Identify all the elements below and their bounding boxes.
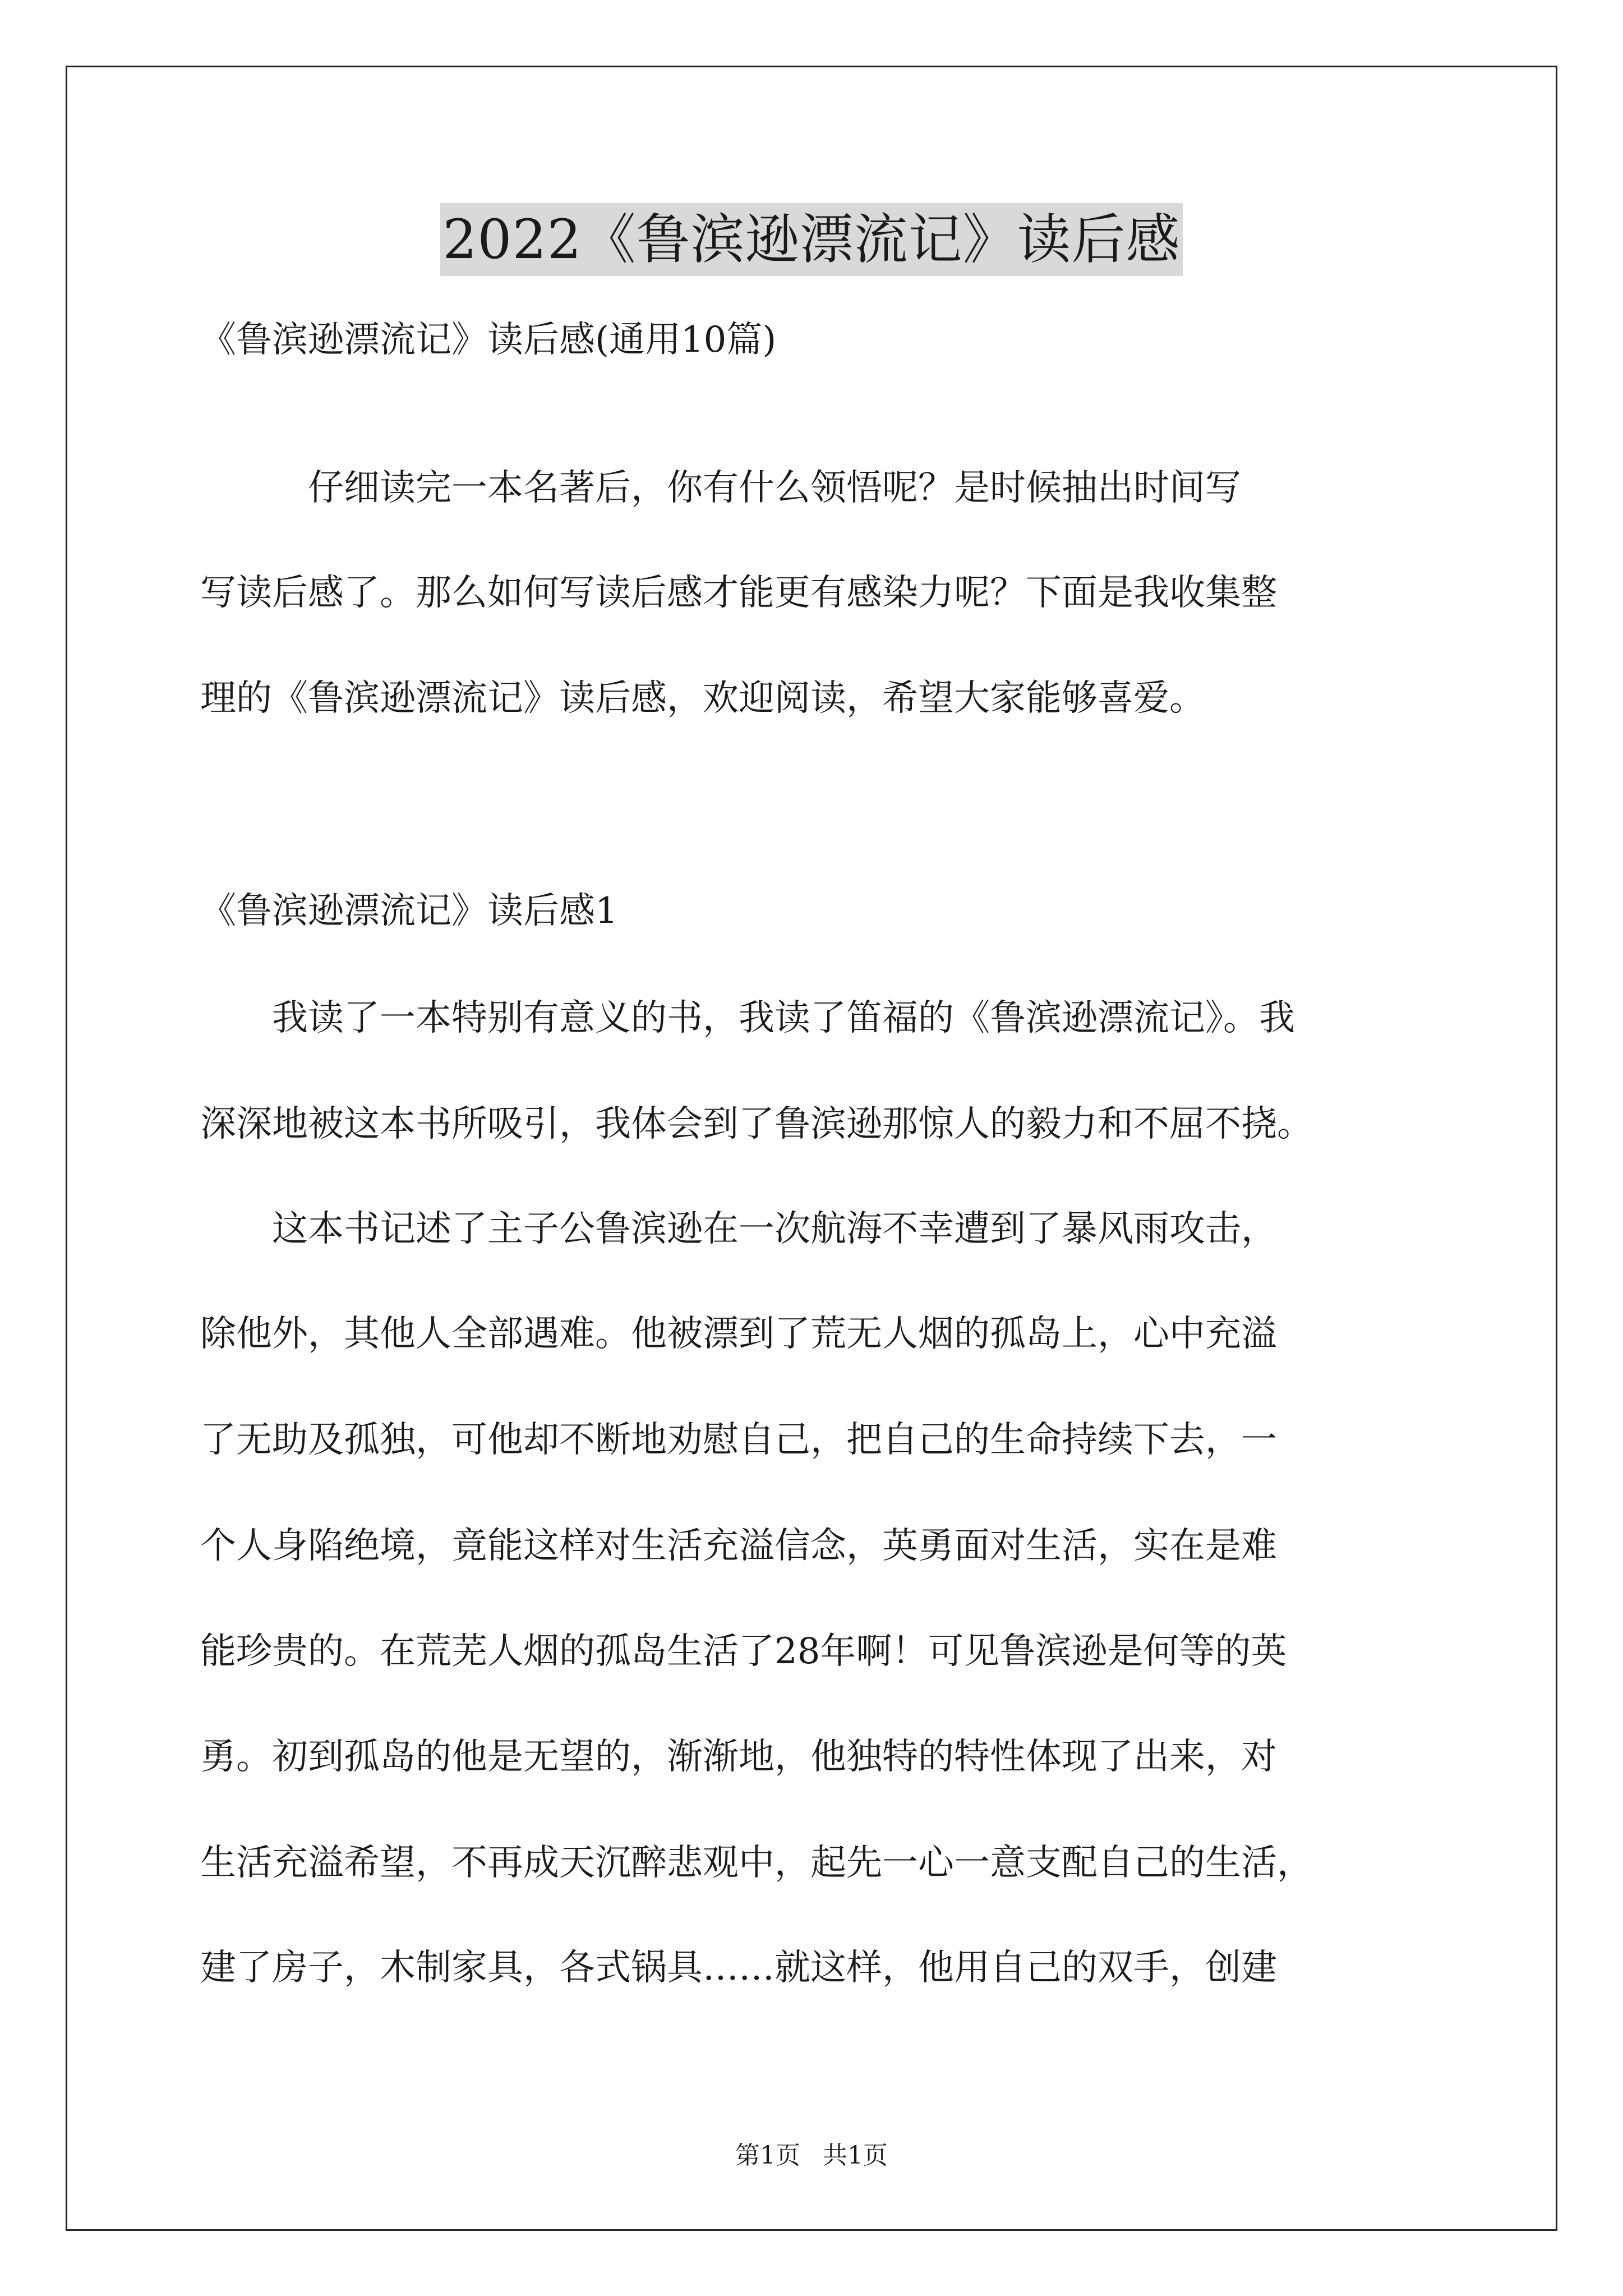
body-line-3: 这本书记述了主子公鲁滨逊在一次航海不幸遭到了暴风雨攻击， — [200, 1208, 1277, 1250]
body-line-5: 了无助及孤独，可他却不断地劝慰自己，把自己的生命持续下去，一 — [200, 1419, 1277, 1461]
intro-line-2: 写读后感了。那么如何写读后感才能更有感染力呢？下面是我收集整 — [200, 572, 1277, 614]
page-footer — [0, 2140, 1623, 2171]
document-title: 2022《鲁滨逊漂流记》读后感 — [440, 203, 1182, 276]
title-container — [0, 203, 1623, 276]
page-border — [66, 66, 1557, 2231]
body-line-6: 个人身陷绝境，竟能这样对生活充溢信念，英勇面对生活，实在是难 — [200, 1525, 1277, 1567]
page-number: 第1页 — [735, 2141, 800, 2170]
body-line-2: 深深地被这本书所吸引，我体会到了鲁滨逊那惊人的毅力和不屈不挠。 — [200, 1103, 1313, 1145]
page-total: 共1页 — [823, 2141, 888, 2170]
subtitle-line: 《鲁滨逊漂流记》读后感(通用10篇) — [200, 319, 777, 361]
section-heading: 《鲁滨逊漂流记》读后感1 — [200, 890, 618, 932]
body-line-4: 除他外，其他人全部遇难。他被漂到了荒无人烟的孤岛上，心中充溢 — [200, 1313, 1277, 1355]
body-line-1: 我读了一本特别有意义的书，我读了笛福的《鲁滨逊漂流记》。我 — [200, 997, 1295, 1039]
intro-line-1: 仔细读完一本名著后，你有什么领悟呢？是时候抽出时间写 — [200, 467, 1241, 509]
body-line-7: 能珍贵的。在荒芜人烟的孤岛生活了28年啊！可见鲁滨逊是何等的英 — [200, 1631, 1287, 1672]
body-line-9: 生活充溢希望，不再成天沉醉悲观中，起先一心一意支配自己的生活， — [200, 1842, 1313, 1884]
body-line-8: 勇。初到孤岛的他是无望的，渐渐地，他独特的特性体现了出来，对 — [200, 1736, 1277, 1778]
intro-line-3: 理的《鲁滨逊漂流记》读后感，欢迎阅读，希望大家能够喜爱。 — [200, 678, 1205, 719]
body-line-10: 建了房子，木制家具，各式锅具……就这样，他用自己的双手，创建 — [200, 1947, 1277, 1989]
